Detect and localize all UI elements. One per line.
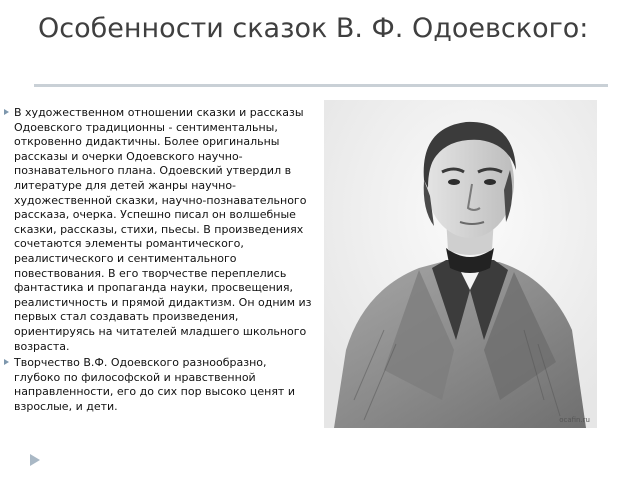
- bullet-item: [4, 106, 316, 354]
- title-divider: [34, 84, 608, 87]
- bullet-text: В художественном отношении сказки и рассказы Одоевского традиционны - сентиментальны, откровенно дидактичны. Более оригинальны рассказы и очерки Одоевского научно-познавательного плана. Одоевский утвердил в литературе для детей жанры научно-художественной сказки, научно-познавательного рассказа, очерка. Успешно писал он волшебные сказки, рассказы, стихи, пьесы. В произведениях сочетаются элементы романтического, реалистического и сентиментального повествования. В его творчестве переплелись фантастика и пропаганда науки, просвещения, реалистичность и прямой дидактизм. Он одним из первых стал создавать произведения, ориентируясь на читателей младшего школьного возраста.: [14, 106, 312, 353]
- bullet-item: [4, 356, 316, 414]
- portrait-drawing: [324, 100, 597, 428]
- slide-title: Особенности сказок В. Ф. Одоевского:: [38, 13, 589, 44]
- triangle-bullet-icon: [4, 109, 9, 115]
- bullet-text: Творчество В.Ф. Одоевского разнообразно, глубоко по философской и нравственной направленности, его до сих пор высоко ценят и взрослые, и дети.: [14, 356, 295, 413]
- portrait-image: [324, 100, 597, 428]
- bullet-list: [4, 106, 316, 414]
- triangle-bullet-icon: [4, 359, 9, 365]
- portrait-watermark: ocafin.ru: [559, 416, 590, 424]
- next-slide-arrow-icon[interactable]: [30, 454, 40, 466]
